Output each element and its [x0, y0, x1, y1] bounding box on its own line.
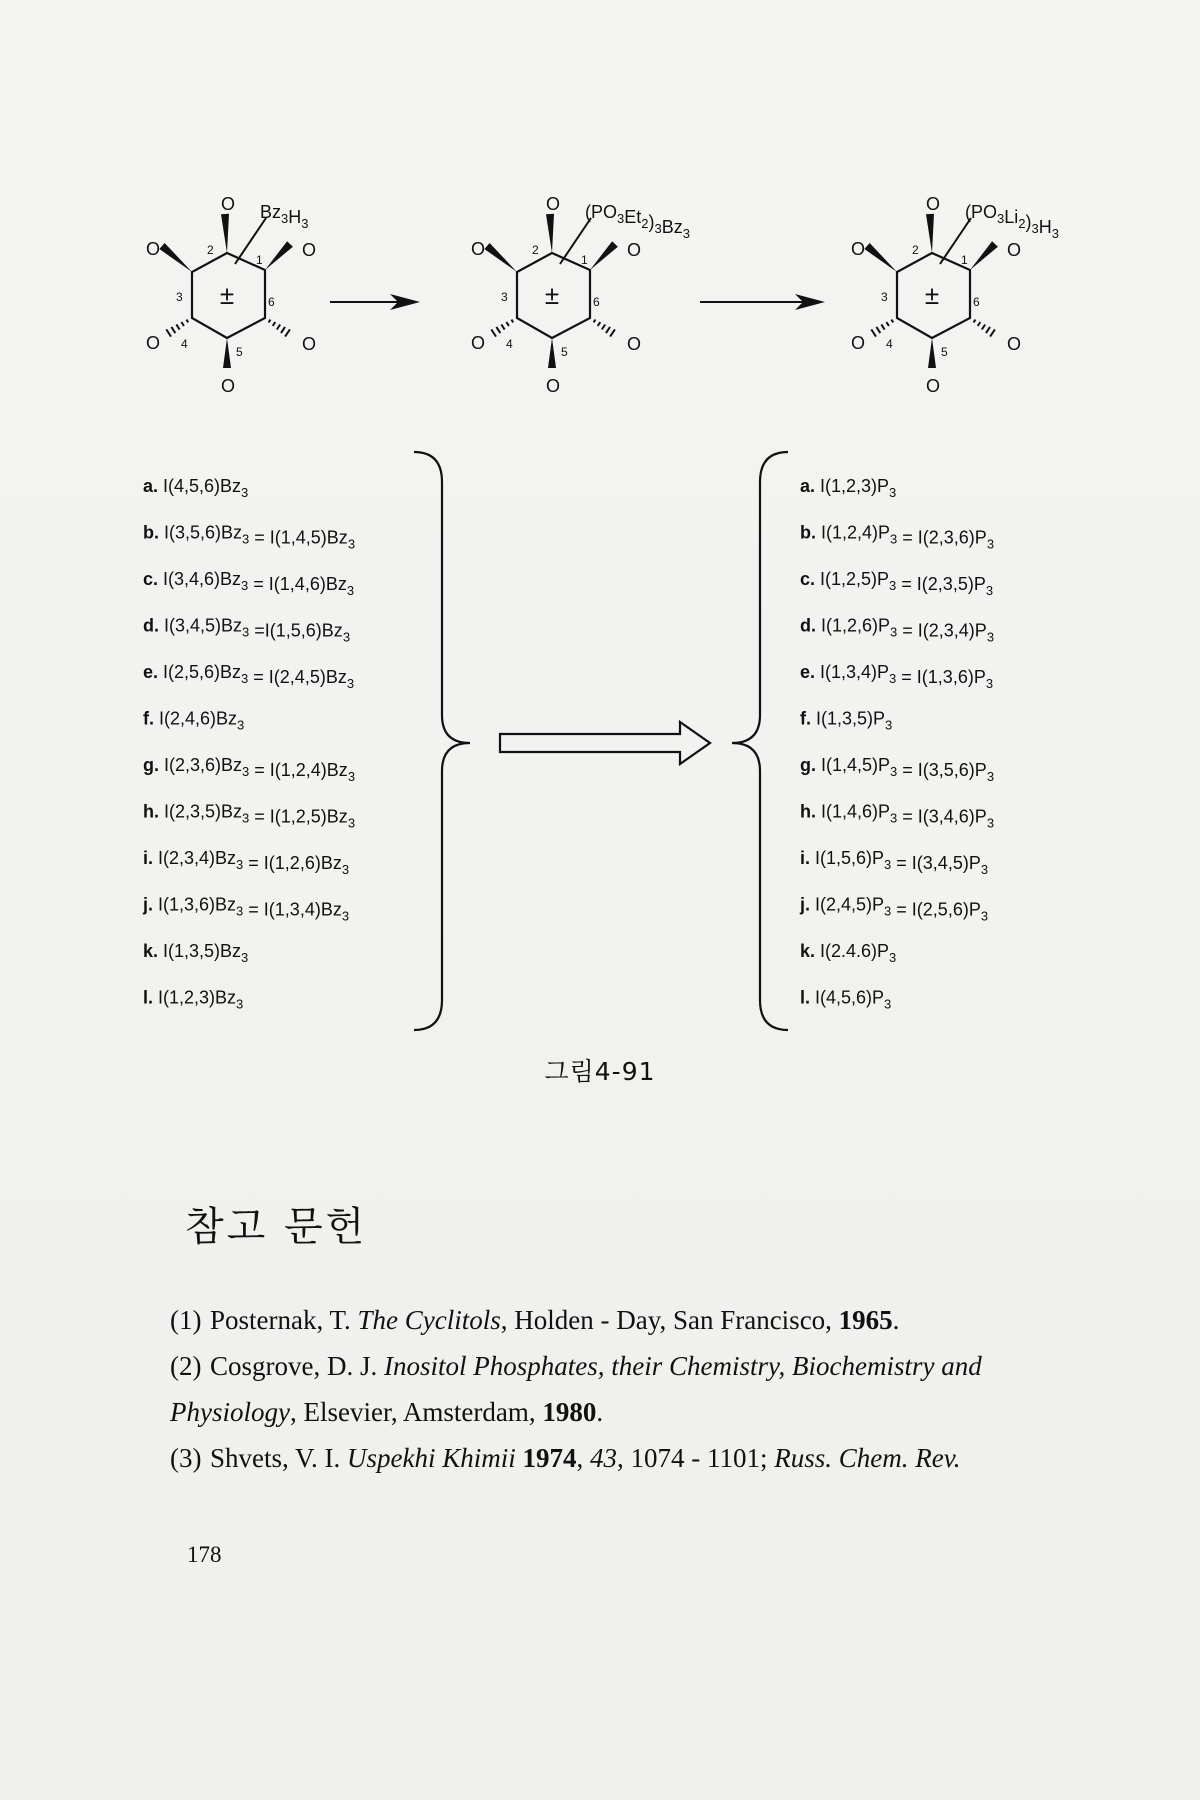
- list-item: c. $I(3,4,6)Bz_3 = I(1,4,6)Bz_3$: [143, 569, 355, 598]
- list-item: i. $I(1,5,6)P_3 = I(3,4,5)P_3$: [800, 848, 989, 877]
- reference-text: , Holden - Day, San Francisco,: [500, 1305, 839, 1335]
- list-item-key: d.: [143, 615, 164, 636]
- list-item-key: h.: [143, 801, 164, 822]
- c4-hashed-bond: [166, 320, 188, 337]
- reference-text: 1965: [838, 1305, 893, 1335]
- c2-wedge-bond: [221, 214, 229, 253]
- racemic-symbol: ±: [219, 280, 235, 310]
- conversion-arrow: [500, 722, 710, 764]
- reference-text: .: [892, 1305, 900, 1335]
- ring-position-3: 3: [176, 290, 183, 304]
- reference-number: (1): [170, 1305, 202, 1335]
- oxygen-label: O: [926, 376, 941, 396]
- ring-position-5: 5: [561, 345, 568, 359]
- oxygen-label: O: [302, 240, 317, 260]
- oxygen-label: O: [146, 239, 161, 259]
- oxygen-label: O: [1007, 334, 1022, 354]
- c6-hashed-bond: [269, 320, 290, 337]
- reference-item: [170, 1297, 1050, 1343]
- reference-text: Inositol Phosphates, their Chemistry, Biochemistry and: [384, 1351, 982, 1381]
- list-item-key: e.: [800, 662, 821, 682]
- list-item-key: a.: [143, 476, 164, 496]
- reaction-arrow-2: [700, 294, 825, 310]
- ring-position-5: 5: [941, 345, 948, 359]
- list-item: d. $I(3,4,5)Bz_3 =I(1,5,6)Bz_3$: [143, 615, 351, 645]
- c1-wedge-bond: [970, 241, 998, 270]
- list-item: c. $I(1,2,5)P_3 = I(2,3,5)P_3$: [800, 569, 994, 598]
- list-item-key: e.: [143, 662, 164, 682]
- list-item: k. $I(1,3,5)Bz_3$: [143, 941, 249, 965]
- c4-hashed-bond: [871, 320, 893, 337]
- reference-text: Cosgrove, D. J.: [210, 1351, 384, 1381]
- reference-text: ,: [576, 1443, 591, 1473]
- page-number: 178: [187, 1542, 222, 1567]
- left-curly-brace: [732, 452, 788, 1030]
- list-item: h. $I(2,3,5)Bz_3 = I(1,2,5)Bz_3$: [143, 801, 356, 831]
- list-item: l. $I(4,5,6)P_3$: [800, 987, 892, 1012]
- ring-position-5: 5: [236, 345, 243, 359]
- reference-text: 1974: [522, 1443, 577, 1473]
- substituent-label: $(PO_3Et_2)_3Bz_3$: [585, 202, 690, 241]
- ring-position-4: 4: [181, 337, 188, 351]
- reference-text: 43: [590, 1443, 618, 1473]
- c2-wedge-bond: [926, 214, 934, 253]
- list-item: l. $I(1,2,3)Bz_3$: [143, 987, 244, 1012]
- c6-hashed-bond: [974, 320, 995, 337]
- list-item: b. $I(1,2,4)P_3 = I(2,3,6)P_3$: [800, 522, 995, 552]
- list-item: k. $I(2.4.6)P_3$: [800, 941, 897, 965]
- list-item-key: l.: [800, 987, 816, 1008]
- c1-wedge-bond: [265, 241, 293, 270]
- list-item: e. $I(2,5,6)Bz_3 = I(2,4,5)Bz_3$: [143, 662, 355, 691]
- oxygen-label: O: [546, 194, 561, 214]
- list-item-key: b.: [800, 522, 821, 543]
- reference-text: , 1074 - 1101;: [617, 1443, 775, 1473]
- c3-wedge-bond: [864, 243, 897, 272]
- references-heading: 참고 문헌: [185, 1204, 368, 1250]
- ring-position-2: 2: [207, 243, 214, 257]
- oxygen-label: O: [627, 240, 642, 260]
- list-item: f. $I(1,3,5)P_3$: [800, 708, 893, 733]
- reaction-arrow-1: [330, 294, 420, 310]
- reference-text: .: [596, 1397, 604, 1427]
- reference-text: Posternak, T.: [210, 1305, 358, 1335]
- ring-position-4: 4: [886, 337, 893, 351]
- bz3-intermediates-list: [142, 476, 355, 1012]
- reference-text: Shvets, V. I.: [210, 1443, 348, 1473]
- c1-wedge-bond: [590, 241, 618, 270]
- reference-text: Uspekhi Khimii: [347, 1443, 516, 1473]
- oxygen-label: O: [221, 376, 236, 396]
- c2-wedge-bond: [546, 214, 554, 253]
- oxygen-label: O: [851, 333, 866, 353]
- oxygen-label: O: [471, 333, 486, 353]
- list-item: d. $I(1,2,6)P_3 = I(2,3,4)P_3$: [800, 615, 995, 645]
- reference-number: (3): [170, 1443, 202, 1473]
- list-item-key: h.: [800, 801, 821, 822]
- c5-wedge-bond: [548, 338, 556, 368]
- c6-hashed-bond: [594, 320, 615, 337]
- reference-text: [516, 1443, 523, 1473]
- c3-wedge-bond: [159, 243, 192, 272]
- right-curly-brace: [414, 452, 470, 1030]
- list-item-key: c.: [143, 569, 164, 589]
- reference-text: , Elsevier, Amsterdam,: [289, 1397, 543, 1427]
- ring-position-1: 1: [581, 253, 588, 267]
- c4-hashed-bond: [491, 320, 513, 337]
- inositol-structure-1: [146, 194, 316, 396]
- oxygen-label: O: [627, 334, 642, 354]
- ring-position-3: 3: [501, 290, 508, 304]
- list-item: j. $I(2,4,5)P_3 = I(2,5,6)P_3$: [800, 894, 989, 924]
- racemic-symbol: ±: [924, 280, 940, 310]
- reference-text: 1980: [542, 1397, 597, 1427]
- ring-position-6: 6: [973, 295, 980, 309]
- oxygen-label: O: [851, 239, 866, 259]
- reference-text: The Cyclitols: [357, 1305, 501, 1335]
- list-item: i. $I(2,3,4)Bz_3 = I(1,2,6)Bz_3$: [143, 848, 350, 877]
- list-item: j. $I(1,3,6)Bz_3 = I(1,3,4)Bz_3$: [143, 894, 350, 924]
- list-item-key: c.: [800, 569, 821, 589]
- oxygen-label: O: [221, 194, 236, 214]
- c5-wedge-bond: [928, 338, 936, 368]
- list-item-key: j.: [143, 894, 159, 915]
- list-item: a. $I(4,5,6)Bz_3$: [143, 476, 249, 500]
- list-item: e. $I(1,3,4)P_3 = I(1,3,6)P_3$: [800, 662, 994, 691]
- list-item-key: b.: [143, 522, 164, 543]
- ring-position-1: 1: [961, 253, 968, 267]
- list-item-key: d.: [800, 615, 821, 636]
- figure-caption: 그림4-91: [544, 1057, 656, 1086]
- oxygen-label: O: [146, 333, 161, 353]
- c5-wedge-bond: [223, 338, 231, 368]
- racemic-symbol: ±: [544, 280, 560, 310]
- ring-position-6: 6: [268, 295, 275, 309]
- reference-item: [170, 1435, 1050, 1481]
- list-item-key: f.: [143, 708, 159, 729]
- list-item-key: f.: [800, 708, 816, 729]
- list-item: a. $I(1,2,3)P_3$: [800, 476, 897, 500]
- list-item-key: g.: [800, 755, 821, 775]
- references-list: [170, 1297, 1050, 1481]
- trisphosphate-products-list: [799, 476, 994, 1012]
- list-item: b. $I(3,5,6)Bz_3 = I(1,4,5)Bz_3$: [143, 522, 356, 552]
- reference-continuation: [170, 1389, 1050, 1435]
- reference-text: Physiology: [170, 1397, 290, 1427]
- ring-position-6: 6: [593, 295, 600, 309]
- list-item: f. $I(2,4,6)Bz_3$: [143, 708, 245, 733]
- list-item: h. $I(1,4,6)P_3 = I(3,4,6)P_3$: [800, 801, 995, 831]
- ring-position-2: 2: [912, 243, 919, 257]
- c3-wedge-bond: [484, 243, 517, 272]
- list-item-key: i.: [800, 848, 816, 868]
- substituent-label: $(PO_3Li_2)_3H_3$: [965, 202, 1059, 241]
- list-item-key: j.: [800, 894, 816, 915]
- oxygen-label: O: [1007, 240, 1022, 260]
- reference-number: (2): [170, 1351, 202, 1381]
- list-item-key: k.: [143, 941, 164, 961]
- list-item-key: k.: [800, 941, 821, 961]
- oxygen-label: O: [926, 194, 941, 214]
- list-item-key: g.: [143, 755, 164, 775]
- list-item-key: l.: [143, 987, 159, 1008]
- reference-text: Russ. Chem. Rev.: [774, 1443, 961, 1473]
- list-item-key: i.: [143, 848, 159, 868]
- list-item: g. $I(2,3,6)Bz_3 = I(1,2,4)Bz_3$: [143, 755, 356, 784]
- ring-position-3: 3: [881, 290, 888, 304]
- ring-position-1: 1: [256, 253, 263, 267]
- reference-item: [170, 1343, 1050, 1389]
- ring-position-2: 2: [532, 243, 539, 257]
- oxygen-label: O: [302, 334, 317, 354]
- oxygen-label: O: [471, 239, 486, 259]
- inositol-structure-3: [851, 194, 1059, 396]
- list-item-key: a.: [800, 476, 821, 496]
- ring-position-4: 4: [506, 337, 513, 351]
- oxygen-label: O: [546, 376, 561, 396]
- list-item: g. $I(1,4,5)P_3 = I(3,5,6)P_3$: [800, 755, 995, 784]
- inositol-structure-2: [471, 194, 690, 396]
- substituent-label: $Bz_3H_3$: [260, 202, 309, 231]
